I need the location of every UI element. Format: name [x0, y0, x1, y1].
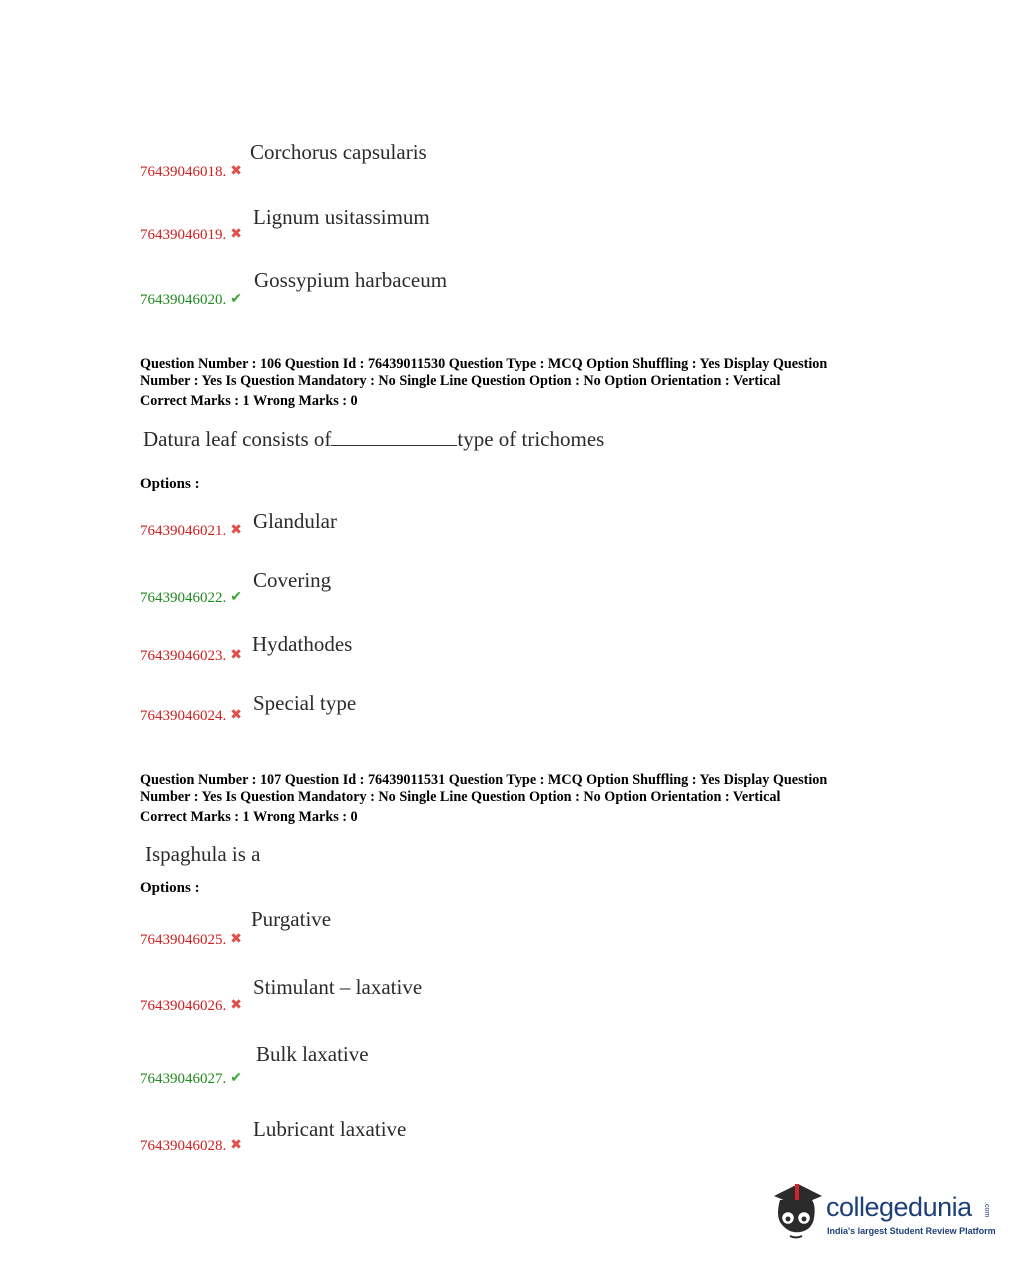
- option-id-row: [140, 1070, 242, 1088]
- question-header-line: Question Number : 107 Question Id : 76439011531 Question Type : MCQ Option Shuffling : Yes Display Question: [140, 772, 828, 788]
- option-id: 76439046027.: [140, 1071, 227, 1087]
- cross-icon: ✖: [230, 1138, 242, 1153]
- question-header-line: Number : Yes Is Question Mandatory : No Single Line Question Option : No Option Orientation : Vertical: [140, 789, 781, 805]
- check-icon: ✔: [230, 292, 242, 307]
- option-id-row: [140, 226, 242, 244]
- option-text: Stimulant – laxative: [253, 975, 423, 999]
- option-text: Hydathodes: [252, 632, 353, 656]
- option-id-row: [140, 589, 242, 607]
- option-id: 76439046020.: [140, 292, 227, 308]
- option-id-row: [140, 1137, 242, 1155]
- cross-icon: ✖: [230, 648, 242, 663]
- collegedunia-logo: [768, 1178, 998, 1248]
- option-text: Bulk laxative: [256, 1042, 369, 1066]
- question-header-line: Question Number : 106 Question Id : 76439011530 Question Type : MCQ Option Shuffling : Yes Display Question: [140, 356, 828, 372]
- question-text: [143, 427, 604, 452]
- cross-icon: ✖: [230, 523, 242, 538]
- option-id-row: [140, 707, 242, 725]
- fill-in-blank: [331, 428, 457, 446]
- option-id: 76439046021.: [140, 523, 227, 539]
- option-id-row: [140, 647, 242, 665]
- logo-wordmark: collegedunia: [826, 1192, 972, 1222]
- option-text: Gossypium harbaceum: [254, 268, 448, 292]
- question-header-line: Correct Marks : 1 Wrong Marks : 0: [140, 393, 358, 409]
- option-id-row: [140, 522, 242, 540]
- options-label: Options :: [140, 476, 200, 492]
- cross-icon: ✖: [230, 227, 242, 242]
- logo-tagline: India's largest Student Review Platform: [827, 1226, 996, 1236]
- logo-suffix: .com: [983, 1202, 990, 1218]
- option-text: Purgative: [251, 907, 332, 931]
- option-text: Covering: [253, 568, 332, 592]
- cross-icon: ✖: [230, 708, 242, 723]
- question-header: [140, 772, 900, 826]
- option-id: 76439046022.: [140, 590, 227, 606]
- cross-icon: ✖: [230, 932, 242, 947]
- option-text: Special type: [253, 691, 357, 715]
- cross-icon: ✖: [230, 998, 242, 1013]
- option-id: 76439046018.: [140, 164, 227, 180]
- question-header-line: Number : Yes Is Question Mandatory : No Single Line Question Option : No Option Orientation : Vertical: [140, 373, 781, 389]
- check-icon: ✔: [230, 590, 242, 605]
- option-id: 76439046024.: [140, 708, 227, 724]
- question-header: [140, 356, 900, 410]
- option-text: Glandular: [253, 509, 337, 533]
- option-text: Lignum usitassimum: [253, 205, 430, 229]
- option-id-row: [140, 291, 242, 309]
- question-header-line: Correct Marks : 1 Wrong Marks : 0: [140, 809, 358, 825]
- option-text: Corchorus capsularis: [250, 140, 427, 164]
- option-id-row: [140, 997, 242, 1015]
- option-id: 76439046019.: [140, 227, 227, 243]
- option-id: 76439046025.: [140, 932, 227, 948]
- question-text-part: Datura leaf consists of: [143, 427, 332, 451]
- options-label: Options :: [140, 880, 200, 896]
- mascot-icon: [768, 1178, 828, 1248]
- check-icon: ✔: [230, 1071, 242, 1086]
- cross-icon: ✖: [230, 164, 242, 179]
- option-id: 76439046028.: [140, 1138, 227, 1154]
- option-id: 76439046026.: [140, 998, 227, 1014]
- question-text-part: type of trichomes: [457, 427, 605, 451]
- option-id-row: [140, 163, 242, 181]
- option-id-row: [140, 931, 242, 949]
- option-text: Lubricant laxative: [253, 1117, 407, 1141]
- option-id: 76439046023.: [140, 648, 227, 664]
- question-text: Ispaghula is a: [145, 842, 261, 866]
